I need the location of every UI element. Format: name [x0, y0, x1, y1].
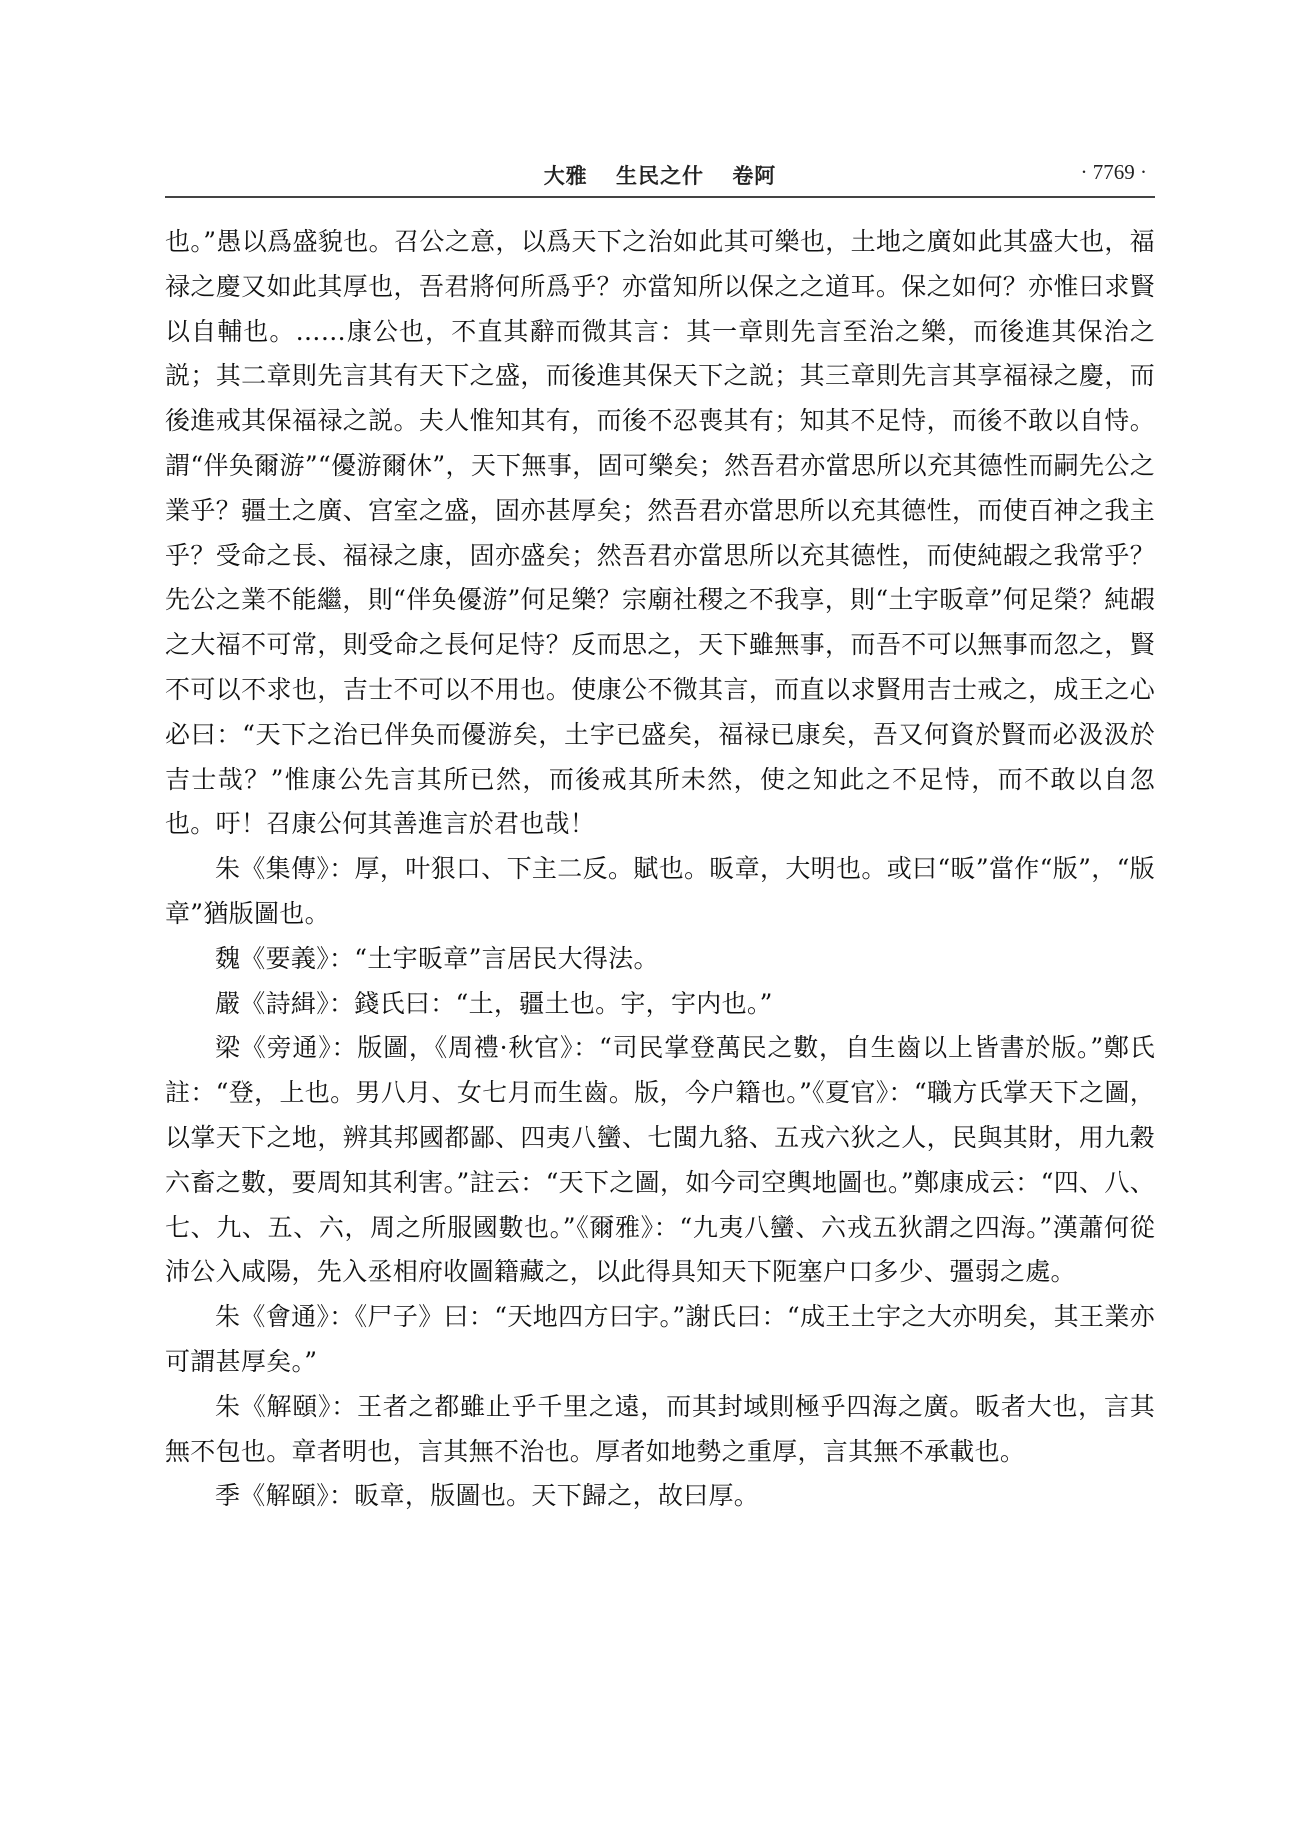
header-rule — [165, 196, 1155, 198]
paragraph-yan-shiji: 嚴《詩緝》：錢氏曰：“土，疆土也。宇，宇内也。” — [215, 988, 773, 1018]
running-head-title — [165, 160, 1155, 190]
paragraph-zhu-jizhuan: 朱《集傳》：厚，叶狠口、下主二反。賦也。昄章，大明也。或曰“昄”當作“版”，“版章”猶版圖也。 — [165, 854, 1155, 928]
running-head — [165, 152, 1155, 192]
paragraph-wei-yaoyi: 魏《要義》：“土宇昄章”言居民大得法。 — [215, 943, 659, 973]
paragraph-zhu-jieyi: 朱《解頤》：王者之都雖止乎千里之遠，而其封域則極乎四海之廣。昄者大也，言其無不包也。章者明也，言其無不治也。厚者如地勢之重厚，言其無不承載也。 — [165, 1391, 1155, 1466]
paragraph-zhu-huitong: 朱《會通》：《尸子》曰：“天地四方曰宇。”謝氏曰：“成王土宇之大亦明矣，其王業亦可謂甚厚矣。” — [165, 1302, 1155, 1376]
paragraph-ji-jieyi: 季《解頤》：昄章，版圖也。天下歸之，故曰厚。 — [215, 1481, 760, 1511]
paragraph-liang-pangtong: 梁《旁通》：版圖，《周禮·秋官》：“司民掌登萬民之數，自生齒以上皆書於版。”鄭氏註：“登，上也。男八月、女七月而生齒。版，今户籍也。”《夏官》：“職方氏掌天下之圖，以掌天下之地，辨其邦國都鄙、四夷八蠻、七閩九貉、五戎六狄之人，民與其財，用九穀六畜之數，要周知其利害。”註云：“天下之圖，如今司空輿地圖也。”鄭康成云：“四、八、七、九、五、六，周之所服國數也。”《爾雅》：“九夷八蠻、六戎五狄謂之四海。”漢蕭何從沛公入咸陽，先入丞相府收圖籍藏之，以此得具知天下阨塞户口多少、彊弱之處。 — [165, 1033, 1155, 1287]
page-number: · 7769 · — [1080, 160, 1147, 184]
ode-title: 生民之什 — [616, 163, 704, 188]
paragraph-continued: 也。”愚以爲盛貌也。召公之意，以爲天下之治如此其可樂也，土地之廣如此其盛大也，福禄之慶又如此其厚也，吾君將何所爲乎？亦當知所以保之之道耳。保之如何？亦惟曰求賢以自輔也。……康公也，不直其辭而微其言：其一章則先言至治之樂，而後進其保治之説；其二章則先言其有天下之盛，而後進其保天下之説；其三章則先言其享福禄之慶，而後進戒其保福禄之説。夫人惟知其有，而後不忍喪其有；知其不足恃，而後不敢以自恃。謂“伴奂爾游”“優游爾休”，天下無事，固可樂矣；然吾君亦當思所以充其德性而嗣先公之業乎？疆土之廣、宫室之盛，固亦甚厚矣；然吾君亦當思所以充其德性，而使百神之我主乎？受命之長、福禄之康，固亦盛矣；然吾君亦當思所以充其德性，而使純嘏之我常乎？先公之業不能繼，則“伴奂優游”何足樂？宗廟社稷之不我享，則“土宇昄章”何足榮？純嘏之大福不可常，則受命之長何足恃？反而思之，天下雖無事，而吾不可以無事而忽之，賢不可以不求也，吉士不可以不用也。使康公不微其言，而直以求賢用吉士戒之，成王之心必曰：“天下之治已伴奂而優游矣，土宇已盛矣，福禄已康矣，吾又何資於賢而必汲汲於吉士哉？”惟康公先言其所已然，而後戒其所未然，使之知此之不足恃，而不敢以自忽也。吁！召康公何其善進言於君也哉！ — [165, 227, 1155, 839]
body-text — [165, 220, 1155, 1519]
poem-title: 卷阿 — [732, 163, 777, 188]
section-title: 大雅 — [543, 163, 588, 188]
